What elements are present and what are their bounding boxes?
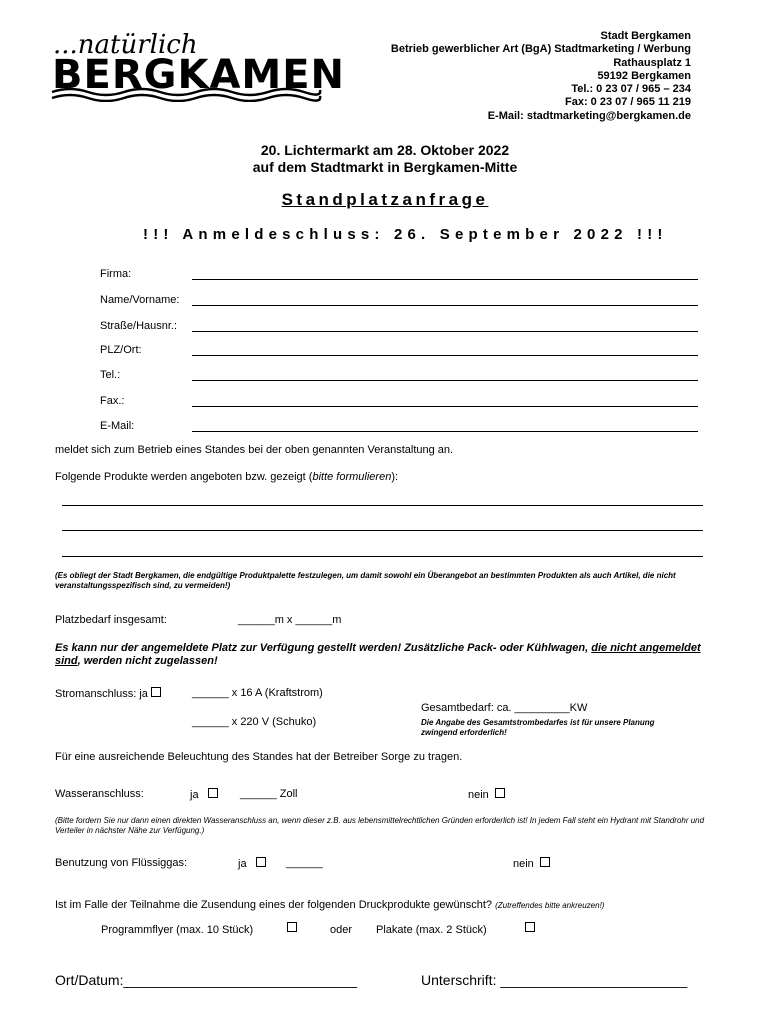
print-question-hint: (Zutreffendes bitte ankreuzen!) bbox=[495, 901, 605, 910]
field-email-input[interactable] bbox=[192, 431, 698, 432]
org-line: Tel.: 0 23 07 / 965 – 234 bbox=[571, 83, 691, 96]
space-label: Platzbedarf insgesamt: bbox=[55, 614, 167, 626]
org-line: Stadt Bergkamen bbox=[600, 30, 691, 42]
warning-text-1: Es kann nur der angemeldete Platz zur Verfügung gestellt werden! Zusätzliche Pack- oder Kühlwagen, bbox=[55, 642, 592, 654]
field-firma-input[interactable] bbox=[192, 279, 698, 280]
gas-no-checkbox[interactable] bbox=[540, 857, 550, 867]
logo-bergkamen: BERGKAMEN bbox=[52, 52, 346, 98]
gas-no-label: nein bbox=[513, 858, 534, 870]
org-line: Rathausplatz 1 bbox=[613, 56, 691, 69]
products-prompt bbox=[55, 471, 398, 483]
lighting-notice: Für eine ausreichende Beleuchtung des Standes hat der Betreiber Sorge zu tragen. bbox=[55, 751, 463, 763]
products-line-2[interactable] bbox=[62, 530, 703, 531]
field-label-email: E-Mail: bbox=[100, 420, 135, 432]
event-title-line1: 20. Lichtermarkt am 28. Oktober 2022 bbox=[260, 142, 510, 158]
field-street-input[interactable] bbox=[192, 331, 698, 332]
event-title-line2: auf dem Stadtmarkt in Bergkamen-Mitte bbox=[252, 159, 518, 175]
organisation-address bbox=[391, 30, 691, 123]
org-line: Fax: 0 23 07 / 965 11 219 bbox=[565, 96, 691, 109]
gas-yes bbox=[238, 857, 266, 870]
org-line: E-Mail: stadtmarketing@bergkamen.de bbox=[487, 109, 691, 122]
signature-field[interactable]: Unterschrift: ________________________ bbox=[421, 972, 688, 988]
water-no-checkbox[interactable] bbox=[495, 788, 505, 798]
space-value-field[interactable]: ______m x ______m bbox=[238, 614, 342, 626]
products-prompt-hint: bitte formulieren bbox=[312, 471, 392, 483]
field-label-plz: PLZ/Ort: bbox=[100, 344, 142, 356]
water-amount-field[interactable]: ______ Zoll bbox=[240, 788, 298, 800]
power-option-220v[interactable]: ______ x 220 V (Schuko) bbox=[192, 716, 317, 728]
print-poster-label: Plakate (max. 2 Stück) bbox=[376, 924, 487, 936]
gas-yes-checkbox[interactable] bbox=[256, 857, 266, 867]
registers-text: meldet sich zum Betrieb eines Standes bei der oben genannten Veranstaltung an. bbox=[55, 444, 454, 456]
print-poster-checkbox[interactable] bbox=[525, 922, 535, 932]
water-no-label: nein bbox=[468, 789, 489, 801]
field-label-tel: Tel.: bbox=[100, 369, 121, 381]
warning-text-underlined: die nicht angemeldet sind bbox=[55, 642, 701, 667]
warning-notice bbox=[55, 642, 715, 668]
water-yes bbox=[190, 788, 218, 801]
water-yes-checkbox[interactable] bbox=[208, 788, 218, 798]
power-label-text: Stromanschluss: ja bbox=[55, 688, 148, 700]
field-name-input[interactable] bbox=[192, 305, 698, 306]
deadline-notice: !!! Anmeldeschluss: 26. September 2022 !!! bbox=[143, 226, 668, 243]
logo-tagline: ...natürlich bbox=[53, 30, 198, 60]
products-prompt-end: ): bbox=[391, 471, 399, 483]
print-or: oder bbox=[330, 924, 353, 936]
products-prompt-text: Folgende Produkte werden angeboten bzw. gezeigt ( bbox=[55, 471, 313, 483]
field-label-fax: Fax.: bbox=[100, 395, 125, 407]
print-question bbox=[55, 899, 604, 911]
org-line: Betrieb gewerblicher Art (BgA) Stadtmarketing / Werbung bbox=[390, 43, 691, 56]
products-line-1[interactable] bbox=[62, 505, 703, 506]
power-option-16a[interactable]: ______ x 16 A (Kraftstrom) bbox=[192, 687, 323, 699]
form-heading-text: Standplatzanfrage bbox=[281, 190, 489, 209]
place-date-field[interactable]: Ort/Datum:______________________________ bbox=[55, 972, 358, 988]
org-line: 59192 Bergkamen bbox=[597, 69, 691, 82]
print-question-text: Ist im Falle der Teilnahme die Zusendung eines der folgenden Druckprodukte gewünscht? bbox=[55, 899, 496, 911]
field-tel-input[interactable] bbox=[192, 380, 698, 381]
products-note: (Es obliegt der Stadt Bergkamen, die endgültige Produktpalette festzulegen, um damit sowohl ein Überangebot an bestimmten Produkten als auch Artikel, die nicht veranstaltungsspezifisch sind, zu vermeiden!) bbox=[55, 571, 676, 590]
power-label bbox=[55, 687, 161, 700]
field-label-firma: Firma: bbox=[100, 268, 132, 280]
gas-amount-field[interactable]: ______ bbox=[286, 857, 323, 869]
products-line-3[interactable] bbox=[62, 556, 703, 557]
water-label: Wasseranschluss: bbox=[55, 788, 144, 800]
water-note: (Bitte fordern Sie nur dann einen direkten Wasseranschluss an, wenn dieser z.B. aus lebensmittelrechtlichen Gründen erforderlich ist! In jedem Fall steht ein Hydrant mit Standrohr und Verteiler in nächster Nähe zur Verfügung.) bbox=[55, 816, 705, 835]
field-fax-input[interactable] bbox=[192, 406, 698, 407]
field-plz-input[interactable] bbox=[192, 355, 698, 356]
field-label-street: Straße/Hausnr.: bbox=[100, 320, 178, 332]
water-yes-label: ja bbox=[190, 789, 199, 801]
water-no bbox=[468, 788, 505, 801]
logo-waves-icon bbox=[50, 86, 322, 102]
print-flyer-checkbox[interactable] bbox=[287, 922, 297, 932]
gas-yes-label: ja bbox=[238, 858, 247, 870]
form-heading bbox=[0, 190, 770, 210]
field-label-name: Name/Vorname: bbox=[100, 294, 180, 306]
power-yes-checkbox[interactable] bbox=[151, 687, 161, 697]
power-note: Die Angabe des Gesamtstrombedarfes ist für unsere Planung zwingend erforderlich! bbox=[421, 718, 655, 737]
print-flyer-label: Programmflyer (max. 10 Stück) bbox=[101, 924, 254, 936]
gas-label: Benutzung von Flüssiggas: bbox=[55, 857, 188, 869]
power-total[interactable]: Gesamtbedarf: ca. _________KW bbox=[421, 702, 588, 714]
gas-no bbox=[513, 857, 550, 870]
event-title bbox=[0, 142, 770, 176]
warning-text-2: , werden nicht zugelassen! bbox=[77, 655, 218, 667]
